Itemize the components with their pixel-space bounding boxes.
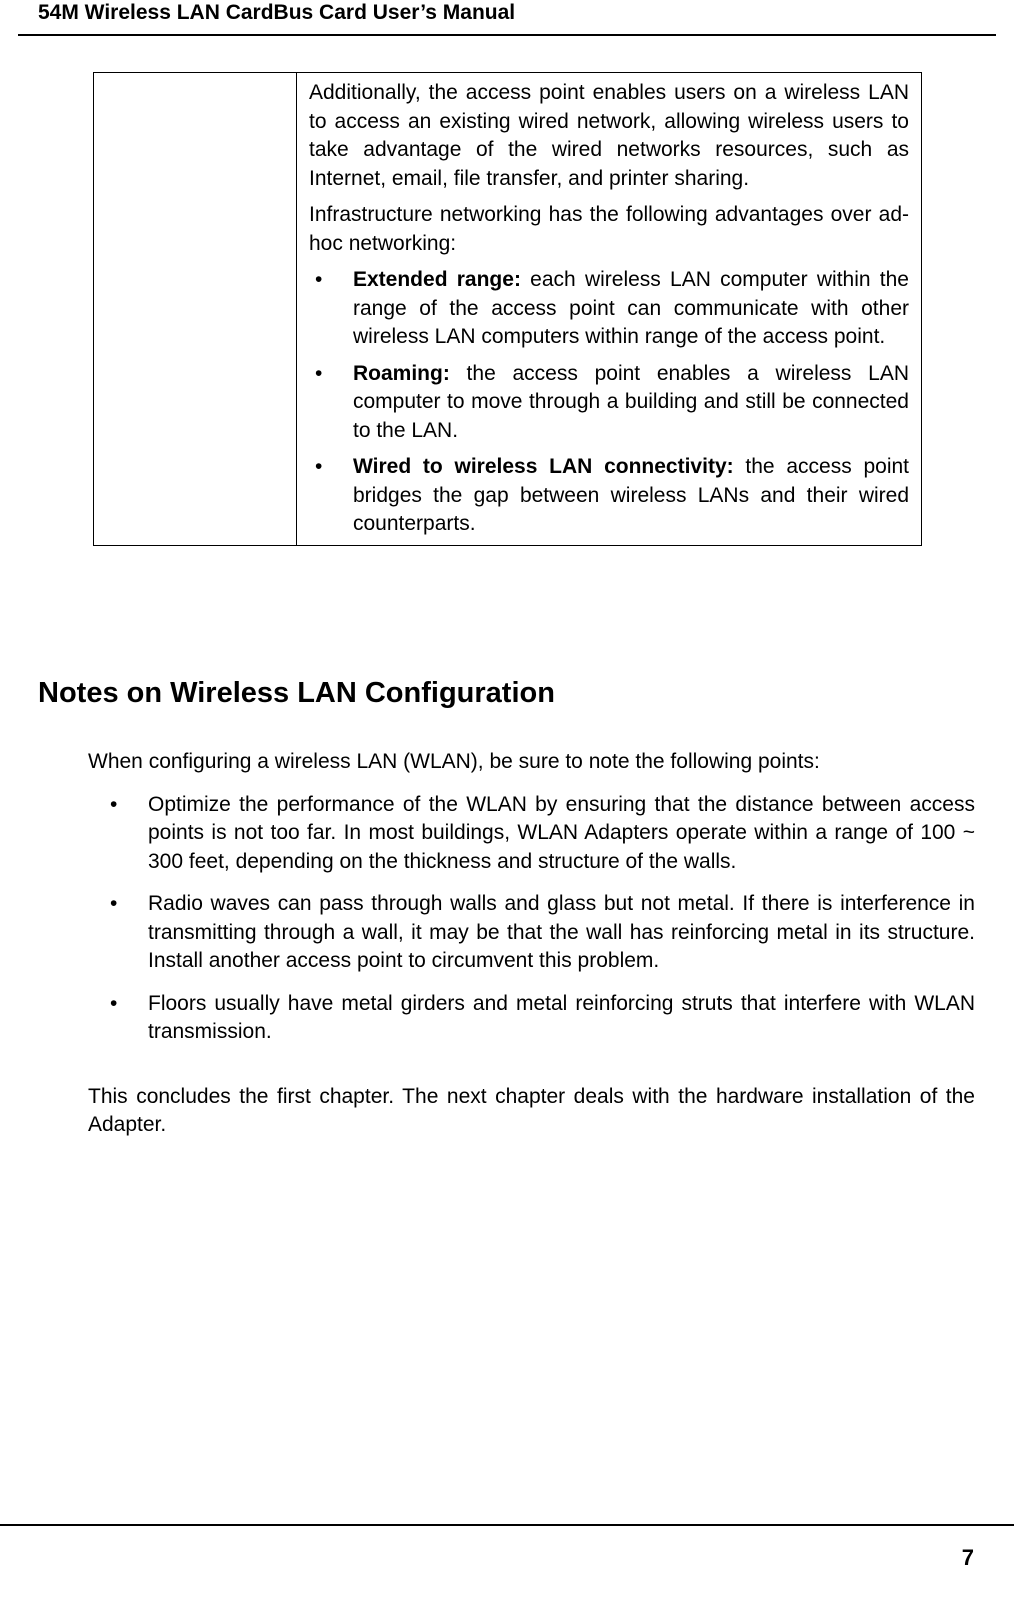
bullet-term: Roaming: [353, 361, 450, 385]
table-row [94, 73, 922, 546]
section-heading: Notes on Wireless LAN Configuration [38, 677, 555, 709]
access-point-paragraph: Additionally, the access point enables users on a wireless LAN to access an existing wired network, allowing wireless users to take advantage of the wired networks resources, such as Internet, email, file transfer, and printer sharing. [309, 81, 909, 190]
bullet-text: the access point enables a wireless LAN computer to move through a building and still be connected to the LAN. [353, 361, 909, 442]
manual-title: 54M Wireless LAN CardBus Card User’s Manual [38, 1, 516, 24]
bullet-term: Extended range: [353, 268, 521, 291]
header-divider [18, 34, 996, 36]
bullet-text: the access point bridges the gap between wireless LANs and their wired counterparts. [353, 455, 910, 535]
section-intro: When configuring a wireless LAN (WLAN), be sure to note the following points: [88, 750, 820, 773]
infrastructure-table [93, 72, 922, 546]
bullet-term: Wired to wireless LAN connectivity: [353, 455, 734, 478]
conclusion-paragraph: This concludes the first chapter. The next chapter deals with the hardware installation of the Adapter. [88, 1084, 975, 1136]
bullet-icon: • [315, 268, 323, 291]
section-body [88, 748, 975, 1140]
bullet-icon: • [315, 455, 323, 478]
list-item [309, 266, 909, 352]
bullet-icon: • [110, 892, 118, 915]
empty-label-cell [94, 73, 297, 546]
bullet-icon: • [315, 361, 323, 385]
configuration-notes-list [88, 791, 975, 1047]
list-item [88, 791, 975, 877]
page-number: 7 [961, 1545, 974, 1570]
bullet-text: each wireless LAN computer within the range of the access point can communicate with other wireless LAN computers within range of the access point. [353, 268, 909, 348]
advantages-list [309, 266, 909, 539]
note-text: Radio waves can pass through walls and glass but not metal. If there is interference in transmitting through a wall, it may be that the wall has reinforcing metal in its structure. Install another access point to circumvent this problem. [148, 892, 975, 972]
note-text: Optimize the performance of the WLAN by ensuring that the distance between access points is not too far. In most buildings, WLAN Adapters operate within a range of 100 ~ 300 feet, depending on the thickness and structure of the walls. [148, 792, 975, 873]
note-text: Floors usually have metal girders and metal reinforcing struts that interfere with WLAN transmission. [148, 991, 975, 1043]
advantages-intro-paragraph: Infrastructure networking has the following advantages over ad-hoc networking: [309, 203, 909, 255]
list-item [88, 990, 975, 1047]
bullet-icon: • [110, 991, 118, 1015]
list-item [309, 453, 909, 539]
footer-divider [0, 1524, 1014, 1526]
description-cell [297, 73, 922, 546]
bullet-icon: • [110, 792, 118, 816]
list-item [88, 890, 975, 976]
list-item [309, 360, 909, 446]
